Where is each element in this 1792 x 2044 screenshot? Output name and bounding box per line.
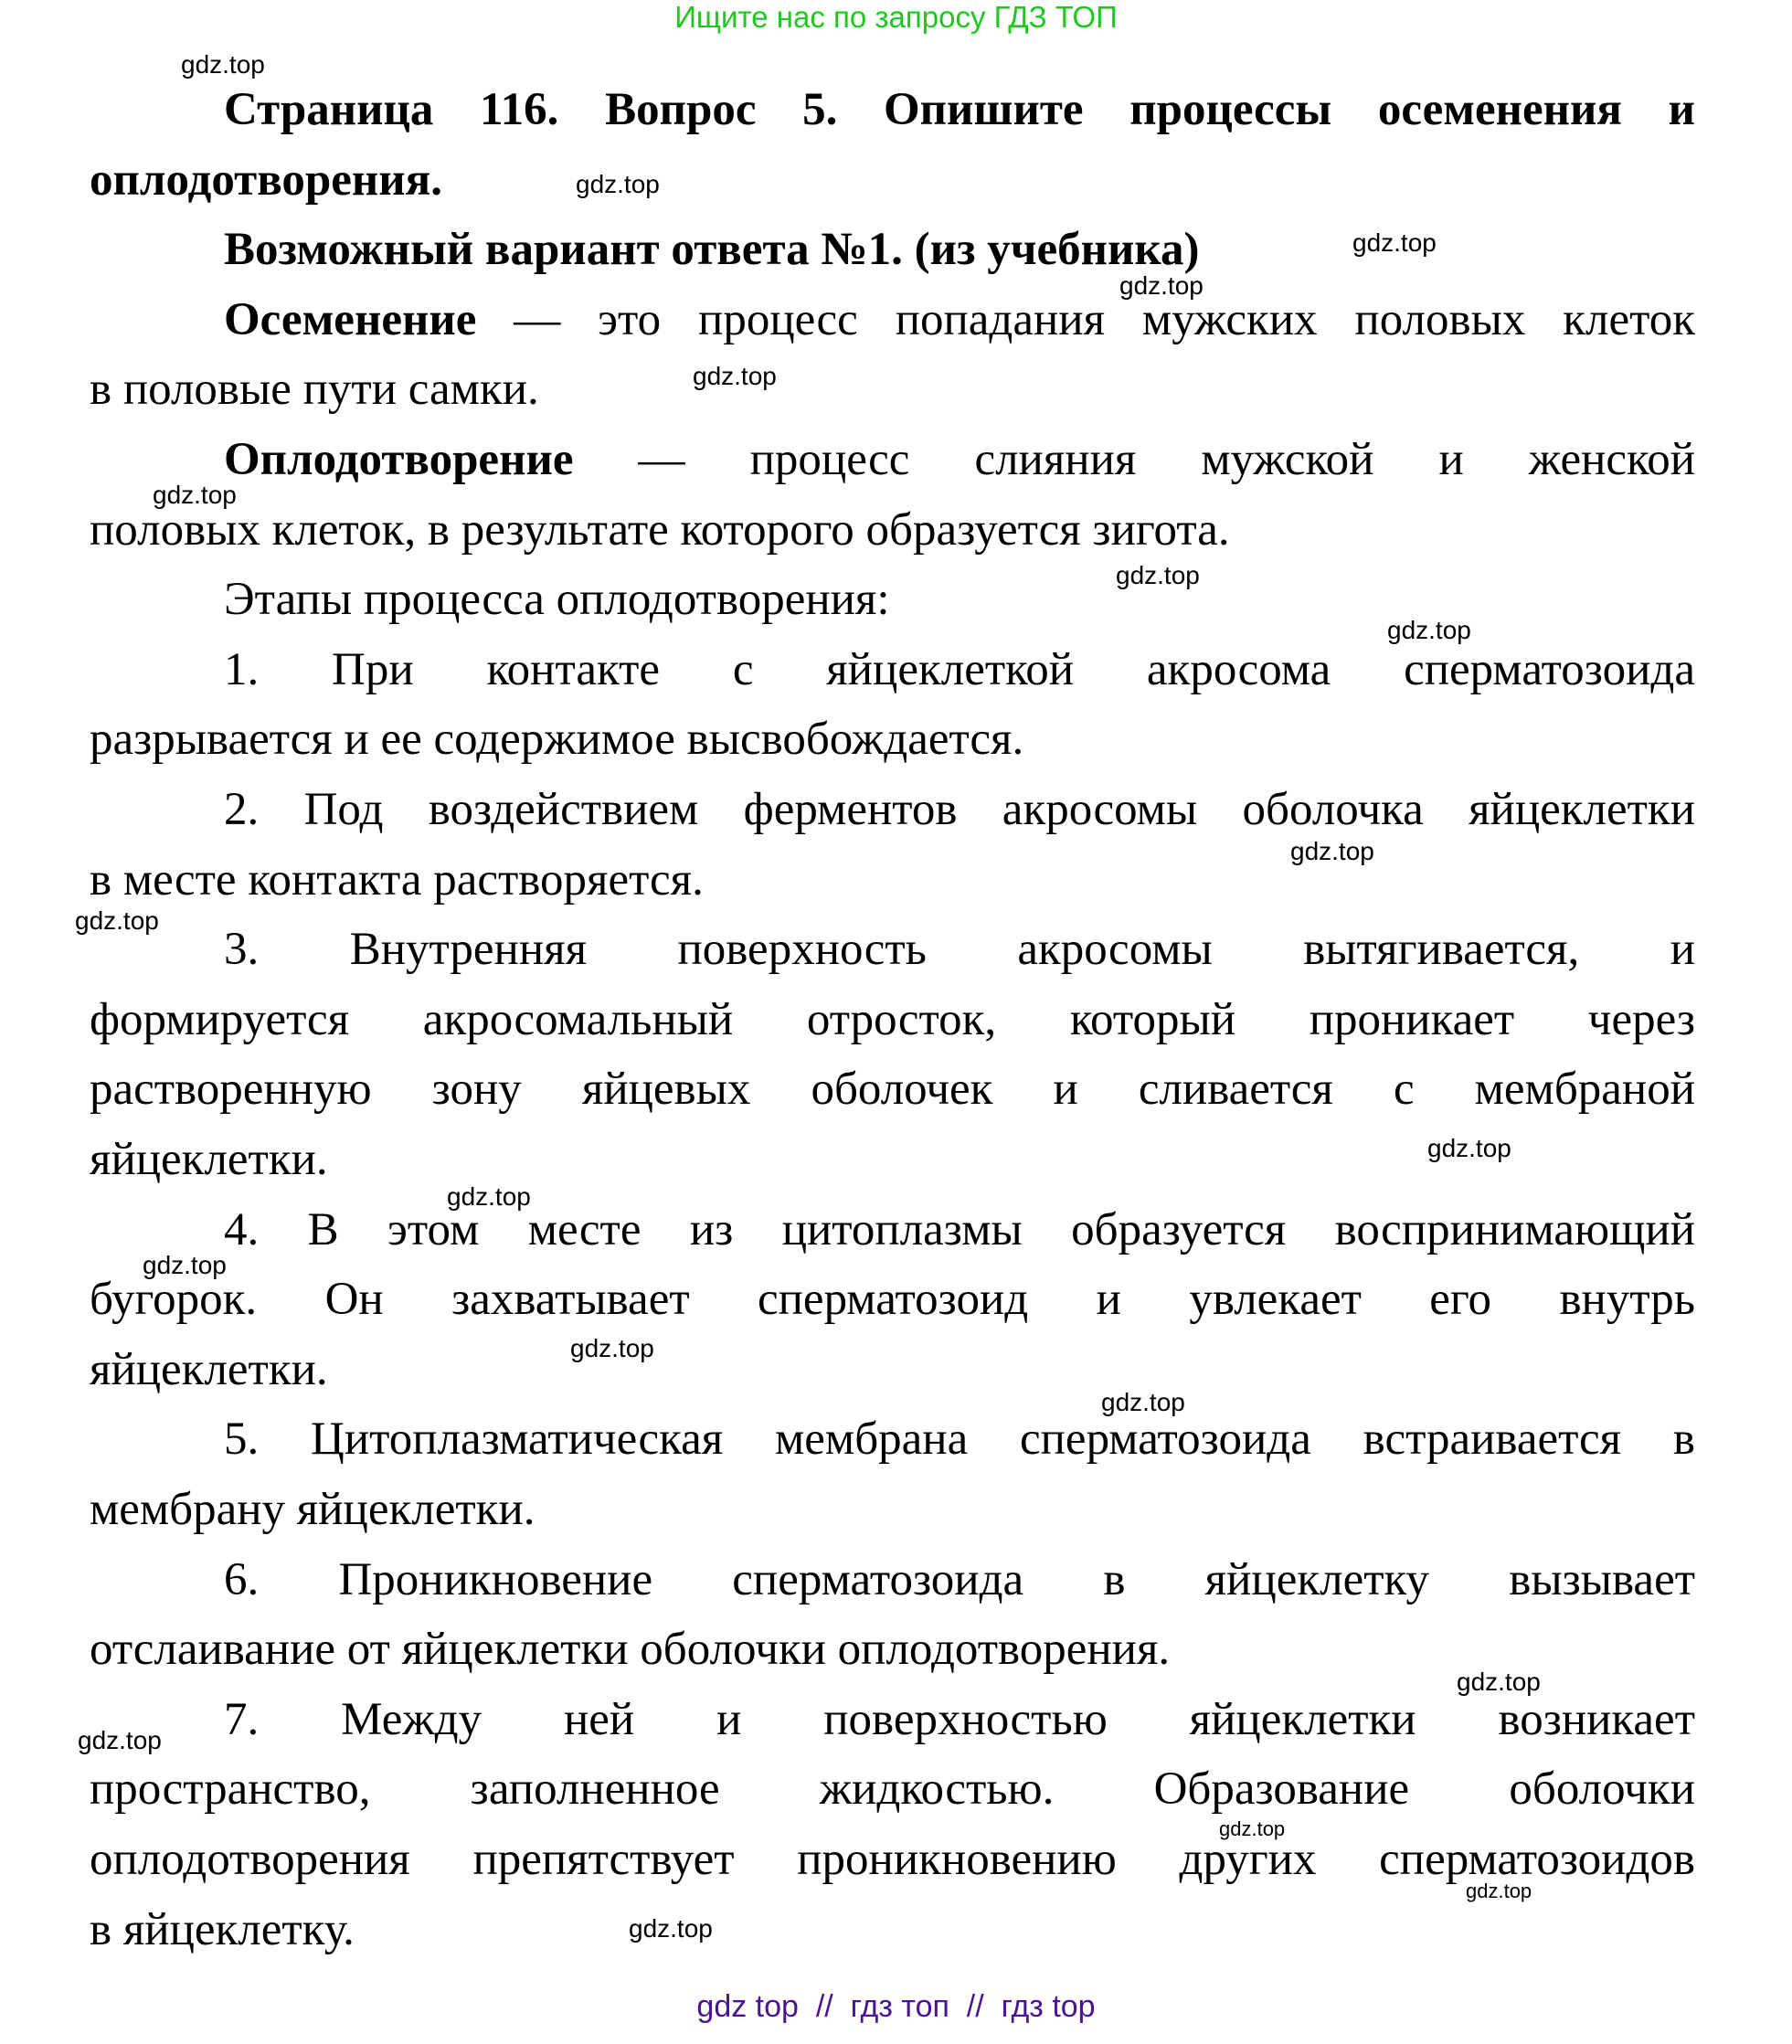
line-text: 3. Внутренняя поверхность акросомы вытягивается, и xyxy=(224,924,1695,976)
bold-term: оплодотворения. xyxy=(90,154,443,206)
line-text: — это процесс попадания мужских половых клеток xyxy=(476,293,1695,345)
line-text: отслаивание от яйцеклетки оболочки оплодотворения. xyxy=(90,1624,1171,1676)
text-line xyxy=(90,985,1695,1054)
answer-heading-line xyxy=(224,215,1695,284)
watermark: gdz.top xyxy=(1387,616,1471,644)
line-text: в месте контакта растворяется. xyxy=(90,853,704,906)
watermark: gdz.top xyxy=(1457,1668,1541,1696)
question-title-line xyxy=(90,145,1695,215)
watermark: gdz.top xyxy=(153,481,237,509)
watermark: gdz.top xyxy=(181,50,265,79)
bold-term: Осеменение xyxy=(224,293,477,345)
text-line xyxy=(90,1054,1695,1124)
watermark: gdz.top xyxy=(1101,1388,1185,1416)
watermark: gdz.top xyxy=(629,1914,713,1943)
watermark: gdz.top xyxy=(143,1251,227,1279)
line-text: оплодотворения препятствует проникновению других сперматозоидов xyxy=(90,1834,1695,1885)
line-text: в половые пути самки. xyxy=(90,364,539,416)
watermark: gdz.top xyxy=(1119,271,1204,300)
text-line xyxy=(90,1754,1695,1824)
line-text: формируется акросомальный отросток, который проникает через xyxy=(90,993,1695,1045)
bold-term: Оплодотворение xyxy=(224,434,574,485)
watermark: gdz.top xyxy=(75,906,159,935)
text-line xyxy=(224,565,1695,634)
line-text: 4. В этом месте из цитоплазмы образуется воспринимающий xyxy=(224,1203,1695,1255)
text-line xyxy=(90,1895,1695,1965)
watermark: gdz.top xyxy=(1219,1817,1286,1840)
text-line xyxy=(224,915,1695,984)
line-text: 5. Цитоплазматическая мембрана сперматозоида встраивается в xyxy=(224,1414,1695,1466)
search-hint-banner: Ищите нас по запросу ГДЗ ТОП xyxy=(674,0,1118,34)
line-text: 2. Под воздействием ферментов акросомы оболочка яйцеклетки xyxy=(224,784,1695,835)
text-line xyxy=(90,704,1695,774)
watermark: gdz.top xyxy=(1290,837,1374,865)
line-text: пространство, заполненное жидкостью. Образование оболочки xyxy=(90,1763,1695,1816)
bold-term: Возможный вариант ответа №1. (из учебника) xyxy=(224,224,1200,276)
text-line xyxy=(224,285,1695,355)
watermark: gdz.top xyxy=(78,1726,162,1754)
watermark: gdz.top xyxy=(693,362,777,390)
text-line xyxy=(224,425,1695,494)
text-line xyxy=(90,1825,1695,1894)
line-text: бугорок. Он захватывает сперматозоид и увлекает его внутрь xyxy=(90,1274,1695,1326)
line-text: 6. Проникновение сперматозоида в яйцеклетку вызывает xyxy=(224,1553,1695,1605)
text-line xyxy=(90,1265,1695,1334)
line-text: яйцеклетки. xyxy=(90,1134,328,1185)
watermark: gdz.top xyxy=(447,1182,531,1211)
text-line xyxy=(90,355,1695,424)
text-line xyxy=(90,1615,1695,1684)
watermark: gdz.top xyxy=(1466,1880,1532,1902)
watermark: gdz.top xyxy=(570,1334,654,1362)
text-line xyxy=(90,1335,1695,1404)
text-line xyxy=(224,1545,1695,1615)
line-text: яйцеклетки. xyxy=(90,1343,328,1395)
line-text: половых клеток, в результате которого образуется зигота. xyxy=(90,503,1230,556)
text-line xyxy=(224,1195,1695,1265)
text-line xyxy=(224,635,1695,704)
bold-term: Страница 116. Вопрос 5. Опишите процессы осеменения и xyxy=(224,84,1695,135)
line-text: 7. Между ней и поверхностью яйцеклетки возникает xyxy=(224,1693,1695,1745)
footer-banner: gdz top // гдз топ // гдз top xyxy=(696,1989,1096,2024)
text-line xyxy=(90,845,1695,915)
text-line xyxy=(224,1404,1695,1474)
watermark: gdz.top xyxy=(1352,228,1437,257)
line-text: — процесс слияния мужской и женской xyxy=(573,434,1695,485)
text-line xyxy=(90,495,1695,565)
line-text: мембрану яйцеклетки. xyxy=(90,1484,535,1535)
line-text: 1. При контакте с яйцеклеткой акросома сперматозоида xyxy=(224,643,1695,695)
text-line xyxy=(90,1475,1695,1544)
text-line xyxy=(224,775,1695,844)
watermark: gdz.top xyxy=(576,170,660,198)
watermark: gdz.top xyxy=(1427,1134,1511,1162)
line-text: Этапы процесса оплодотворения: xyxy=(224,574,890,626)
line-text: в яйцеклетку. xyxy=(90,1903,355,1955)
question-title-line xyxy=(224,75,1695,144)
watermark: gdz.top xyxy=(1116,561,1200,589)
line-text: разрывается и ее содержимое высвобождается. xyxy=(90,714,1024,766)
line-text: растворенную зону яйцевых оболочек и сливается с мембраной xyxy=(90,1064,1695,1116)
